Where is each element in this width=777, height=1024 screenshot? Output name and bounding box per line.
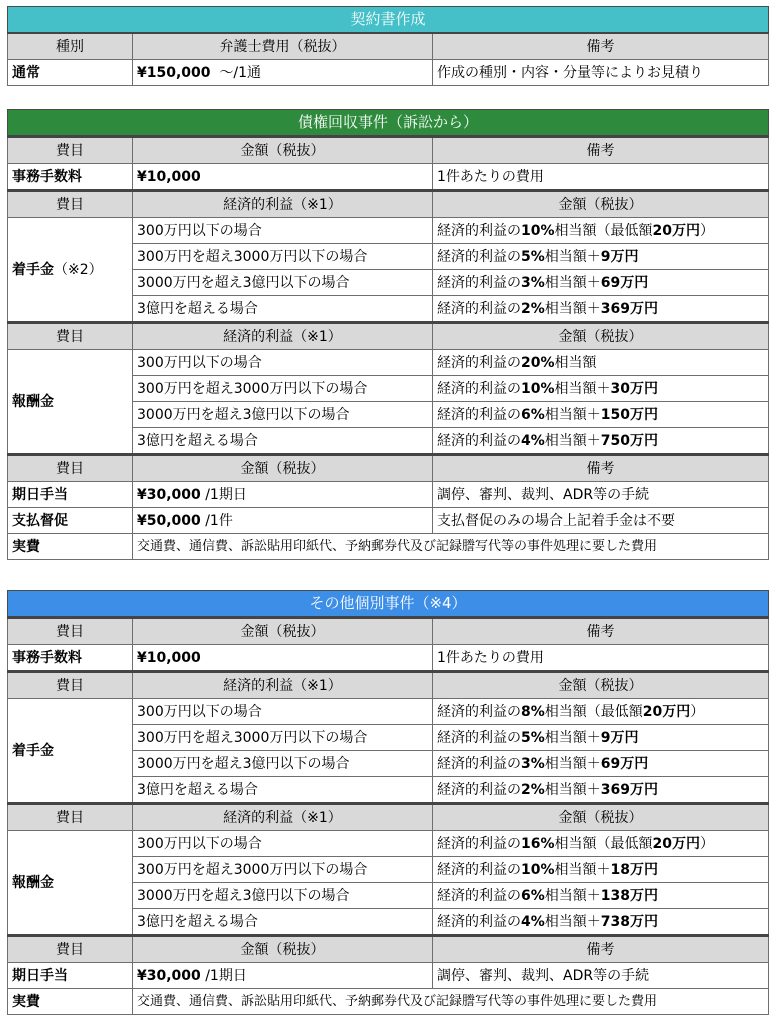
tier-condition: 300万円を超え3000万円以下の場合	[133, 244, 433, 270]
column-header: 金額（税抜）	[133, 455, 433, 482]
column-header: 金額（税抜）	[433, 672, 769, 699]
amount-unit: /1期日	[205, 967, 247, 984]
tier-condition: 300万円を超え3000万円以下の場合	[133, 725, 433, 751]
tier-condition: 3億円を超える場合	[133, 909, 433, 936]
column-header: 費目	[8, 455, 133, 482]
fee-note: 交通費、通信費、訴訟貼用印紙代、予納郵券代及び記録謄写代等の事件処理に要した費用	[133, 534, 769, 560]
amount-value: ¥50,000	[137, 512, 201, 529]
tier-amount: 経済的利益の16%相当額（最低額20万円）	[433, 831, 769, 857]
tier-amount: 経済的利益の6%相当額＋150万円	[433, 402, 769, 428]
fee-amount	[133, 508, 433, 534]
fee-note: 交通費、通信費、訴訟貼用印紙代、予納郵券代及び記録謄写代等の事件処理に要した費用	[133, 989, 769, 1015]
fee-item-name: 通常	[8, 60, 133, 86]
tier-condition: 3億円を超える場合	[133, 428, 433, 455]
column-header: 費目	[8, 137, 133, 164]
tier-amount: 経済的利益の3%相当額＋69万円	[433, 270, 769, 296]
fee-header-row	[8, 455, 769, 482]
amount-value: ¥30,000	[137, 967, 201, 984]
tier-condition: 300万円以下の場合	[133, 831, 433, 857]
tier-amount: 経済的利益の4%相当額＋750万円	[433, 428, 769, 455]
fee-note: 1件あたりの費用	[433, 645, 769, 672]
column-header: 種別	[8, 33, 133, 60]
column-header: 費目	[8, 191, 133, 218]
tier-amount: 経済的利益の5%相当額＋9万円	[433, 725, 769, 751]
amount-value: ¥30,000	[137, 486, 201, 503]
tier-condition: 3億円を超える場合	[133, 777, 433, 804]
fee-item-name: 着手金	[8, 699, 133, 804]
column-header: 経済的利益（※1）	[133, 323, 433, 350]
table-row	[8, 218, 769, 244]
tier-amount: 経済的利益の5%相当額＋9万円	[433, 244, 769, 270]
fee-note: 1件あたりの費用	[433, 164, 769, 191]
tier-condition: 3000万円を超え3億円以下の場合	[133, 883, 433, 909]
amount-value: ¥10,000	[137, 168, 201, 185]
tier-condition: 300万円を超え3000万円以下の場合	[133, 376, 433, 402]
column-header: 金額（税抜）	[133, 618, 433, 645]
tier-amount: 経済的利益の10%相当額＋18万円	[433, 857, 769, 883]
column-header: 費目	[8, 936, 133, 963]
table-row	[8, 482, 769, 508]
debt-table-title: 債権回収事件（訴訟から）	[8, 110, 769, 137]
column-header: 費目	[8, 804, 133, 831]
column-header: 備考	[433, 33, 769, 60]
table-row	[8, 164, 769, 191]
tier-amount: 経済的利益の8%相当額（最低額20万円）	[433, 699, 769, 725]
table-row	[8, 645, 769, 672]
tier-condition: 300万円以下の場合	[133, 350, 433, 376]
fee-amount	[133, 482, 433, 508]
fee-item-name: 支払督促	[8, 508, 133, 534]
table-row	[8, 963, 769, 989]
table-row	[8, 831, 769, 857]
tier-condition: 3億円を超える場合	[133, 296, 433, 323]
tier-condition: 3000万円を超え3億円以下の場合	[133, 751, 433, 777]
tier-header-row	[8, 804, 769, 831]
tier-amount: 経済的利益の2%相当額＋369万円	[433, 777, 769, 804]
table-row	[8, 989, 769, 1015]
tier-condition: 3000万円を超え3億円以下の場合	[133, 270, 433, 296]
other-cases-fee-table	[7, 590, 769, 1015]
fee-note: 作成の種別・内容・分量等によりお見積り	[433, 60, 769, 86]
contract-fee-table	[7, 6, 769, 86]
fee-note: 支払督促のみの場合上記着手金は不要	[433, 508, 769, 534]
debt-collection-fee-table	[7, 109, 769, 560]
fee-item-name: 実費	[8, 534, 133, 560]
tier-amount: 経済的利益の6%相当額＋138万円	[433, 883, 769, 909]
column-header: 経済的利益（※1）	[133, 191, 433, 218]
amount-unit: /1件	[205, 512, 233, 529]
amount-value: ¥10,000	[137, 649, 201, 666]
tier-amount: 経済的利益の20%相当額	[433, 350, 769, 376]
fee-amount	[133, 963, 433, 989]
fee-header-row	[8, 137, 769, 164]
tier-header-row	[8, 191, 769, 218]
fee-item-name: 着手金（※2）	[8, 218, 133, 323]
table-row	[8, 534, 769, 560]
column-header: 費目	[8, 618, 133, 645]
amount-unit: /1期日	[205, 486, 247, 503]
fee-item-name: 期日手当	[8, 963, 133, 989]
fee-header-row	[8, 618, 769, 645]
tier-amount: 経済的利益の10%相当額＋30万円	[433, 376, 769, 402]
fee-amount	[133, 645, 433, 672]
tier-amount: 経済的利益の10%相当額（最低額20万円）	[433, 218, 769, 244]
tier-condition: 300万円以下の場合	[133, 699, 433, 725]
amount-unit: 〜/1通	[219, 64, 262, 81]
column-header: 金額（税抜）	[433, 191, 769, 218]
tier-amount: 経済的利益の3%相当額＋69万円	[433, 751, 769, 777]
column-header: 金額（税抜）	[133, 137, 433, 164]
contract-table-title: 契約書作成	[8, 7, 769, 34]
fee-amount	[133, 60, 433, 86]
tier-condition: 300万円以下の場合	[133, 218, 433, 244]
column-header: 備考	[433, 618, 769, 645]
tier-condition: 3000万円を超え3億円以下の場合	[133, 402, 433, 428]
tier-header-row	[8, 323, 769, 350]
fee-item-name: 実費	[8, 989, 133, 1015]
fee-header-row	[8, 936, 769, 963]
column-header: 費目	[8, 323, 133, 350]
fee-item-name: 事務手数料	[8, 645, 133, 672]
tier-amount: 経済的利益の4%相当額＋738万円	[433, 909, 769, 936]
table-row	[8, 60, 769, 86]
column-header: 費目	[8, 672, 133, 699]
column-header: 金額（税抜）	[433, 323, 769, 350]
fee-item-name: 報酬金	[8, 831, 133, 936]
tier-amount: 経済的利益の2%相当額＋369万円	[433, 296, 769, 323]
fee-note: 調停、審判、裁判、ADR等の手続	[433, 963, 769, 989]
tier-header-row	[8, 672, 769, 699]
amount-value: ¥150,000	[137, 64, 211, 81]
column-header: 経済的利益（※1）	[133, 672, 433, 699]
fee-note: 調停、審判、裁判、ADR等の手続	[433, 482, 769, 508]
other-table-title: その他個別事件（※4）	[8, 591, 769, 618]
tier-condition: 300万円を超え3000万円以下の場合	[133, 857, 433, 883]
column-header: 備考	[433, 137, 769, 164]
fee-item-name: 報酬金	[8, 350, 133, 455]
fee-item-name: 期日手当	[8, 482, 133, 508]
contract-header-row	[8, 33, 769, 60]
column-header: 備考	[433, 936, 769, 963]
fee-item-name: 事務手数料	[8, 164, 133, 191]
table-row	[8, 508, 769, 534]
table-row	[8, 699, 769, 725]
table-row	[8, 350, 769, 376]
column-header: 金額（税抜）	[433, 804, 769, 831]
column-header: 金額（税抜）	[133, 936, 433, 963]
column-header: 弁護士費用（税抜）	[133, 33, 433, 60]
fee-amount	[133, 164, 433, 191]
column-header: 備考	[433, 455, 769, 482]
column-header: 経済的利益（※1）	[133, 804, 433, 831]
